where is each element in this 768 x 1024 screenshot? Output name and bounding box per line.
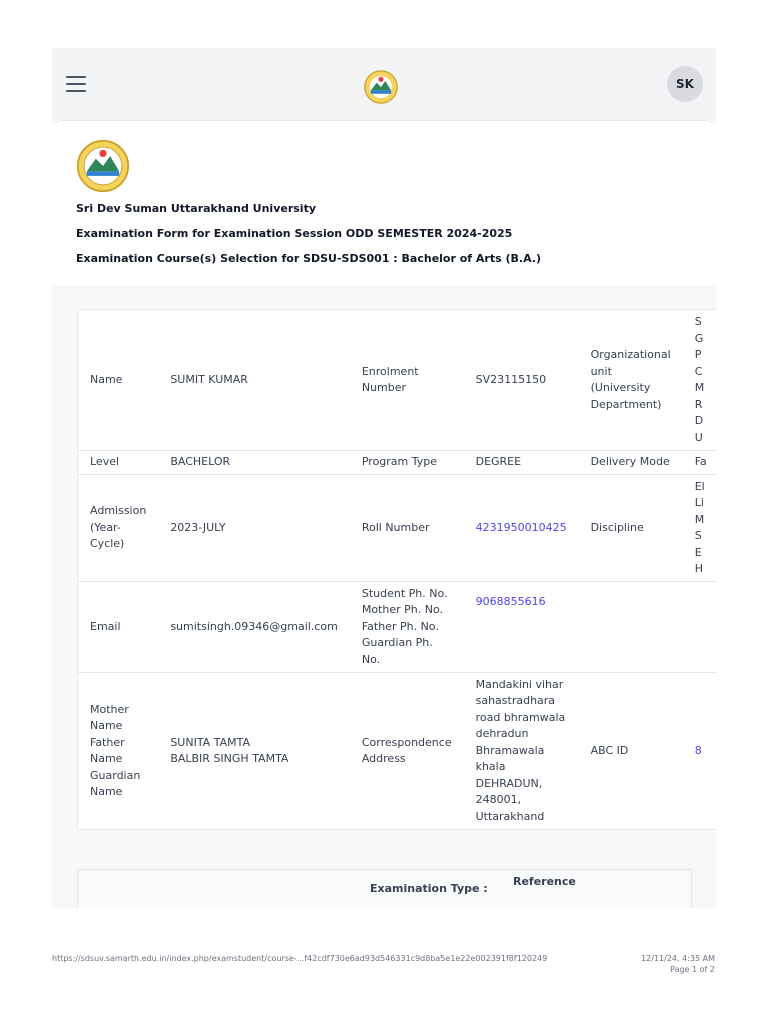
discipline-value: El Li M S E H: [683, 475, 716, 582]
university-name: Sri Dev Suman Uttarakhand University: [76, 202, 316, 215]
student-info-table: [77, 309, 716, 830]
program-type-label: Program Type: [350, 451, 464, 475]
abc-id-link[interactable]: 8: [683, 673, 716, 830]
examination-type-section: [77, 869, 692, 908]
table-row: [78, 673, 717, 830]
course-selection-title: Examination Course(s) Selection for SDSU-SDS001 : Bachelor of Arts (B.A.): [76, 252, 541, 265]
roll-number-link[interactable]: 4231950010425: [464, 475, 579, 582]
program-type-value: DEGREE: [464, 451, 579, 475]
address-label: Correspondence Address: [350, 673, 464, 830]
form-title: Examination Form for Examination Session ODD SEMESTER 2024-2025: [76, 227, 513, 240]
parent-labels: Mother Name Father Name Guardian Name: [78, 673, 159, 830]
table-row: [78, 310, 717, 451]
level-value: BACHELOR: [158, 451, 350, 475]
enrolment-label: Enrolment Number: [350, 310, 464, 451]
email-value: sumitsingh.09346@gmail.com: [158, 582, 350, 673]
name-label: Name: [78, 310, 159, 451]
delivery-mode-label: Delivery Mode: [579, 451, 683, 475]
discipline-label: Discipline: [579, 475, 683, 582]
roll-number-label: Roll Number: [350, 475, 464, 582]
address-value: Mandakini vihar sahastradhara road bhramwala dehradun Bhramawala khala DEHRADUN, 248001, Uttarakhand: [464, 673, 579, 830]
mother-name: SUNITA TAMTA: [170, 735, 250, 749]
examination-type-label: Examination Type :: [370, 882, 488, 895]
parent-names: [158, 673, 350, 830]
empty-cell: [683, 582, 716, 673]
menu-icon[interactable]: [66, 76, 86, 92]
org-unit-label: Organizational unit (University Department): [579, 310, 683, 451]
table-row: [78, 475, 717, 582]
print-footer-datetime: 12/11/24, 4:35 AM: [641, 954, 715, 963]
user-avatar[interactable]: SK: [667, 66, 703, 102]
org-unit-value: S G P C M R D U: [683, 310, 716, 451]
reference-label: Reference: [513, 875, 576, 888]
exam-form-header: [52, 120, 716, 287]
email-label: Email: [78, 582, 159, 673]
name-value: SUMIT KUMAR: [158, 310, 350, 451]
content-area: [52, 285, 716, 908]
delivery-mode-value: Fa: [683, 451, 716, 475]
father-name: BALBIR SINGH TAMTA: [170, 752, 289, 765]
page-container: [52, 48, 716, 908]
top-navbar: [52, 48, 716, 120]
table-row: [78, 582, 717, 673]
admission-value: 2023-JULY: [158, 475, 350, 582]
abc-id-label: ABC ID: [579, 673, 683, 830]
empty-cell: [579, 582, 683, 673]
table-row: [78, 451, 717, 475]
university-seal-icon: [76, 139, 130, 193]
university-logo-icon[interactable]: [364, 70, 398, 104]
print-footer-url: https://sdsuv.samarth.edu.in/index.php/examstudent/course-...f42cdf730e6ad93d546331c9d8ba5e1e22e002391f8f120249: [52, 954, 548, 963]
level-label: Level: [78, 451, 159, 475]
print-footer-page: Page 1 of 2: [670, 965, 715, 974]
phone-number-link[interactable]: 9068855616: [464, 582, 579, 673]
admission-label: Admission (Year-Cycle): [78, 475, 159, 582]
enrolment-value: SV23115150: [464, 310, 579, 451]
phone-labels: Student Ph. No. Mother Ph. No. Father Ph. No. Guardian Ph. No.: [350, 582, 464, 673]
